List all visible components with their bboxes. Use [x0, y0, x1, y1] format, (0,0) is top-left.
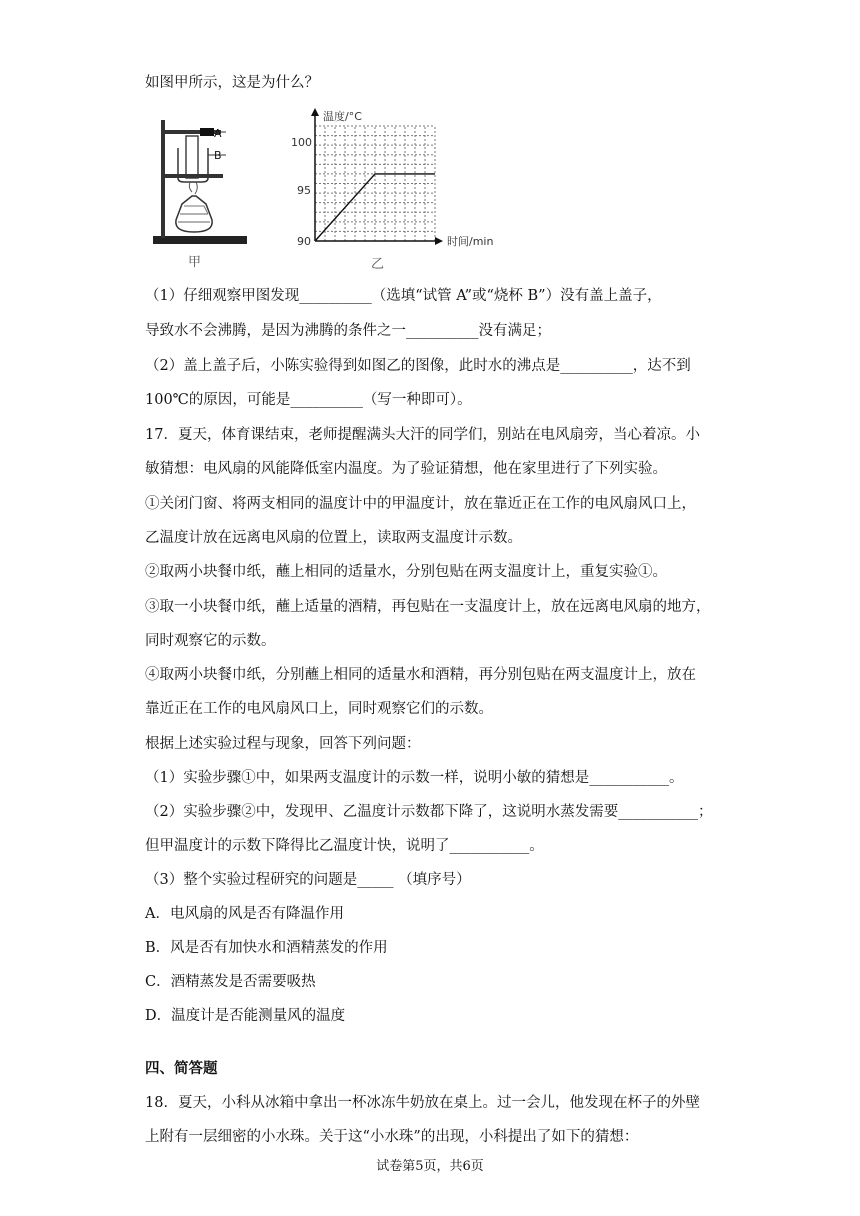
text-line: ③取一小块餐巾纸，蘸上适量的酒精，再包贴在一支温度计上，放在远离电风扇的地方，	[145, 599, 711, 615]
text-line: （2）盖上盖子后，小陈实验得到如图乙的图像，此时水的沸点是__________，达不到	[145, 358, 691, 374]
option-b: B．风是否有加快水和酒精蒸发的作用	[145, 940, 388, 956]
text-line: ②取两小块餐巾纸，蘸上相同的适量水，分别包贴在两支温度计上，重复实验①。	[145, 564, 667, 580]
option-a: A．电风扇的风是否有降温作用	[145, 906, 344, 922]
temperature-chart	[285, 108, 530, 272]
option-c: C．酒精蒸发是否需要吸热	[145, 974, 316, 990]
text-line: 上附有一层细密的小水珠。关于这“小水珠”的出现，小科提出了如下的猜想：	[145, 1129, 639, 1145]
y-tick-label: 95	[297, 184, 311, 197]
text-line: （1）实验步骤①中，如果两支温度计的示数一样，说明小敏的猜想是___________。	[145, 770, 684, 786]
text-line: 如图甲所示，这是为什么？	[145, 75, 319, 91]
y-axis-arrow	[311, 108, 319, 116]
text-line: 靠近正在工作的电风扇风口上，同时观察它们的示数。	[145, 701, 493, 717]
label-a: A	[214, 127, 222, 140]
text-line: ①关闭门窗、将两支相同的温度计中的甲温度计，放在靠近正在工作的电风扇风口上，	[145, 496, 696, 512]
text-line: 导致水不会沸腾，是因为沸腾的条件之一__________没有满足；	[145, 323, 551, 339]
caption-yi: 乙	[371, 257, 385, 272]
section-heading: 四、简答题	[145, 1061, 218, 1077]
text-line: 乙温度计放在远离电风扇的位置上，读取两支温度计示数。	[145, 530, 522, 546]
caption-jia: 甲	[188, 255, 202, 270]
text-line: （2）实验步骤②中，发现甲、乙温度计示数都下降了，这说明水蒸发需要___________；	[145, 804, 713, 820]
text-line: 同时观察它的示数。	[145, 633, 276, 649]
apparatus-drawing	[150, 110, 260, 270]
text-line: ④取两小块餐巾纸，分别蘸上相同的适量水和酒精，再分别包贴在两支温度计上，放在	[145, 667, 696, 683]
text-line: 17．夏天，体育课结束，老师提醒满头大汗的同学们，别站在电风扇旁，当心着凉。小	[145, 427, 700, 443]
text-line: （3）整个实验过程研究的问题是_____ （填序号）	[145, 872, 471, 888]
apparatus-figure	[150, 110, 260, 270]
text-line: 但甲温度计的示数下降得比乙温度计快，说明了___________。	[145, 838, 544, 854]
page-footer: 试卷第5页，共6页	[376, 1159, 484, 1174]
y-tick-label: 90	[297, 235, 311, 248]
y-axis-label: 温度/°C	[323, 110, 362, 123]
x-axis-label: 时间/min	[447, 235, 494, 248]
text-line: 18．夏天，小科从冰箱中拿出一杯冰冻牛奶放在桌上。过一会儿，他发现在杯子的外壁	[145, 1095, 700, 1111]
y-tick-label: 100	[291, 136, 312, 149]
text-line: 敏猜想：电风扇的风能降低室内温度。为了验证猜想，他在家里进行了下列实验。	[145, 461, 667, 477]
chart-svg	[285, 108, 530, 272]
text-line: 100℃的原因，可能是__________（写一种即可）。	[145, 392, 472, 408]
x-axis-arrow	[435, 237, 443, 245]
text-line: （1）仔细观察甲图发现__________（选填“试管 A”或“烧杯 B”）没有盖上盖子，	[145, 288, 662, 304]
label-b: B	[214, 149, 222, 162]
text-line: 根据上述实验过程与现象，回答下列问题：	[145, 736, 421, 752]
option-d: D．温度计是否能测量风的温度	[145, 1008, 346, 1024]
